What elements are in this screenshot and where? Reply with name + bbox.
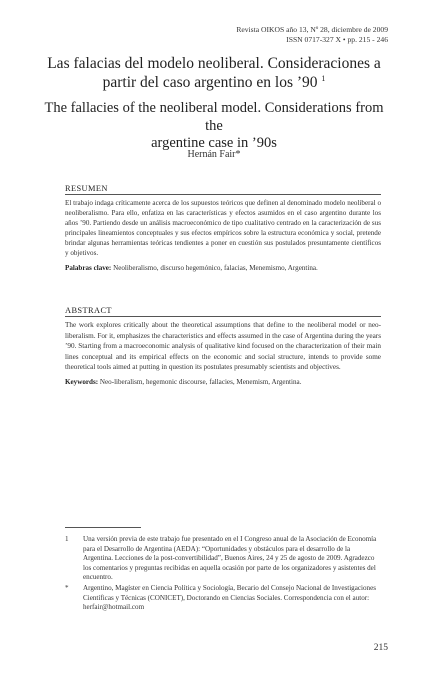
author-name: Hernán Fair* [187, 149, 241, 160]
abstract-section [65, 306, 381, 387]
footnote-mark: * [65, 583, 69, 592]
issn-line: ISSN 0717-327 X • pp. 215 - 246 [286, 35, 388, 44]
resumen-keywords-label: Palabras clave: [65, 263, 112, 272]
spanish-title [40, 55, 388, 92]
resumen-heading: RESUMEN [65, 184, 381, 195]
footnote [65, 584, 381, 613]
abstract-keywords [65, 377, 381, 387]
english-title-line-1: The fallacies of the neoliberal model. Considerations from the [44, 100, 384, 134]
resumen-section [65, 184, 381, 273]
abstract-keywords-text: Neo-liberalism, hegemonic discourse, fallacies, Menemism, Argentina. [98, 377, 302, 386]
title-footnote-mark[interactable]: 1 [321, 73, 326, 83]
resumen-keywords-text: Neoliberalismo, discurso hegemónico, falacias, Menemismo, Argentina. [111, 263, 318, 272]
resumen-keywords [65, 263, 381, 273]
spanish-title-line-2 [40, 74, 388, 93]
footnote-divider [65, 527, 141, 528]
footnote-text: Una versión previa de este trabajo fue presentado en el I Congreso anual de la Asociación de Economía para el Desarrollo de Argentina (AEDA): “Oportunidades y obstáculos para el desarrollo de la Argentina. Lecciones de la post-convertibilidad”, Buenos Aires, 24 y 25 de agosto de 2009. Agradezco los comentarios y preguntas recibidas en aquella ocasión por parte de los organizadores y asistentes del encuentro. [83, 535, 377, 582]
spanish-title-line-2-text: partir del caso argentino en los ’90 [102, 73, 318, 91]
footnotes [65, 535, 381, 614]
journal-header [128, 25, 388, 45]
english-title-line-2: argentine case in ’90s [151, 135, 277, 151]
resumen-body: El trabajo indaga críticamente acerca de los supuestos teóricos que definen al denominado modelo neoliberal o neoliberalismo. Para ello, enfatiza en las características y efectos asumidos en el caso argentino durante los años ’90. Partiendo desde un análisis macroeconómico de tipo cualitativo centrado en la caracterización de sus principales lineamientos conceptuales y sus efectos empíricos sobre la estructura económica y social, pretende brindar algunas herramientas teóricas tendientes a poner en cuestión sus postulados presuntamente científicos y objetivos. [65, 199, 381, 258]
journal-line: Revista OIKOS año 13, Nº 28, diciembre de 2009 [236, 25, 388, 34]
footnote [65, 535, 381, 583]
page-number: 215 [373, 643, 388, 653]
abstract-keywords-label: Keywords: [65, 377, 99, 386]
english-title [40, 100, 388, 153]
abstract-heading: ABSTRACT [65, 306, 381, 317]
footnote-text: Argentino, Magíster en Ciencia Política y Sociología, Becario del Consejo Nacional de Investigaciones Científicas y Técnicas (CONICET), Doctorando en Ciencias Sociales. Correspondencia con el autor: herfair@hotmail.com [83, 583, 377, 612]
abstract-body: The work explores critically about the theoretical assumptions that define to the neoliberal model or neo-liberalism. For it, emphasizes the characteristics and effects assumed in the case of Argentina during the years ’90. Starting from a macroeconomic analysis of qualitative kind focused on the characterization of their main lines conceptual and its empirical effects on the economic and social structure, intends to provide some theoretical tools aimed at putting in question its postulates presumably scientists and objectives. [65, 321, 381, 371]
footnote-mark: 1 [65, 535, 69, 543]
spanish-title-line-1: Las falacias del modelo neoliberal. Consideraciones a [47, 55, 381, 72]
